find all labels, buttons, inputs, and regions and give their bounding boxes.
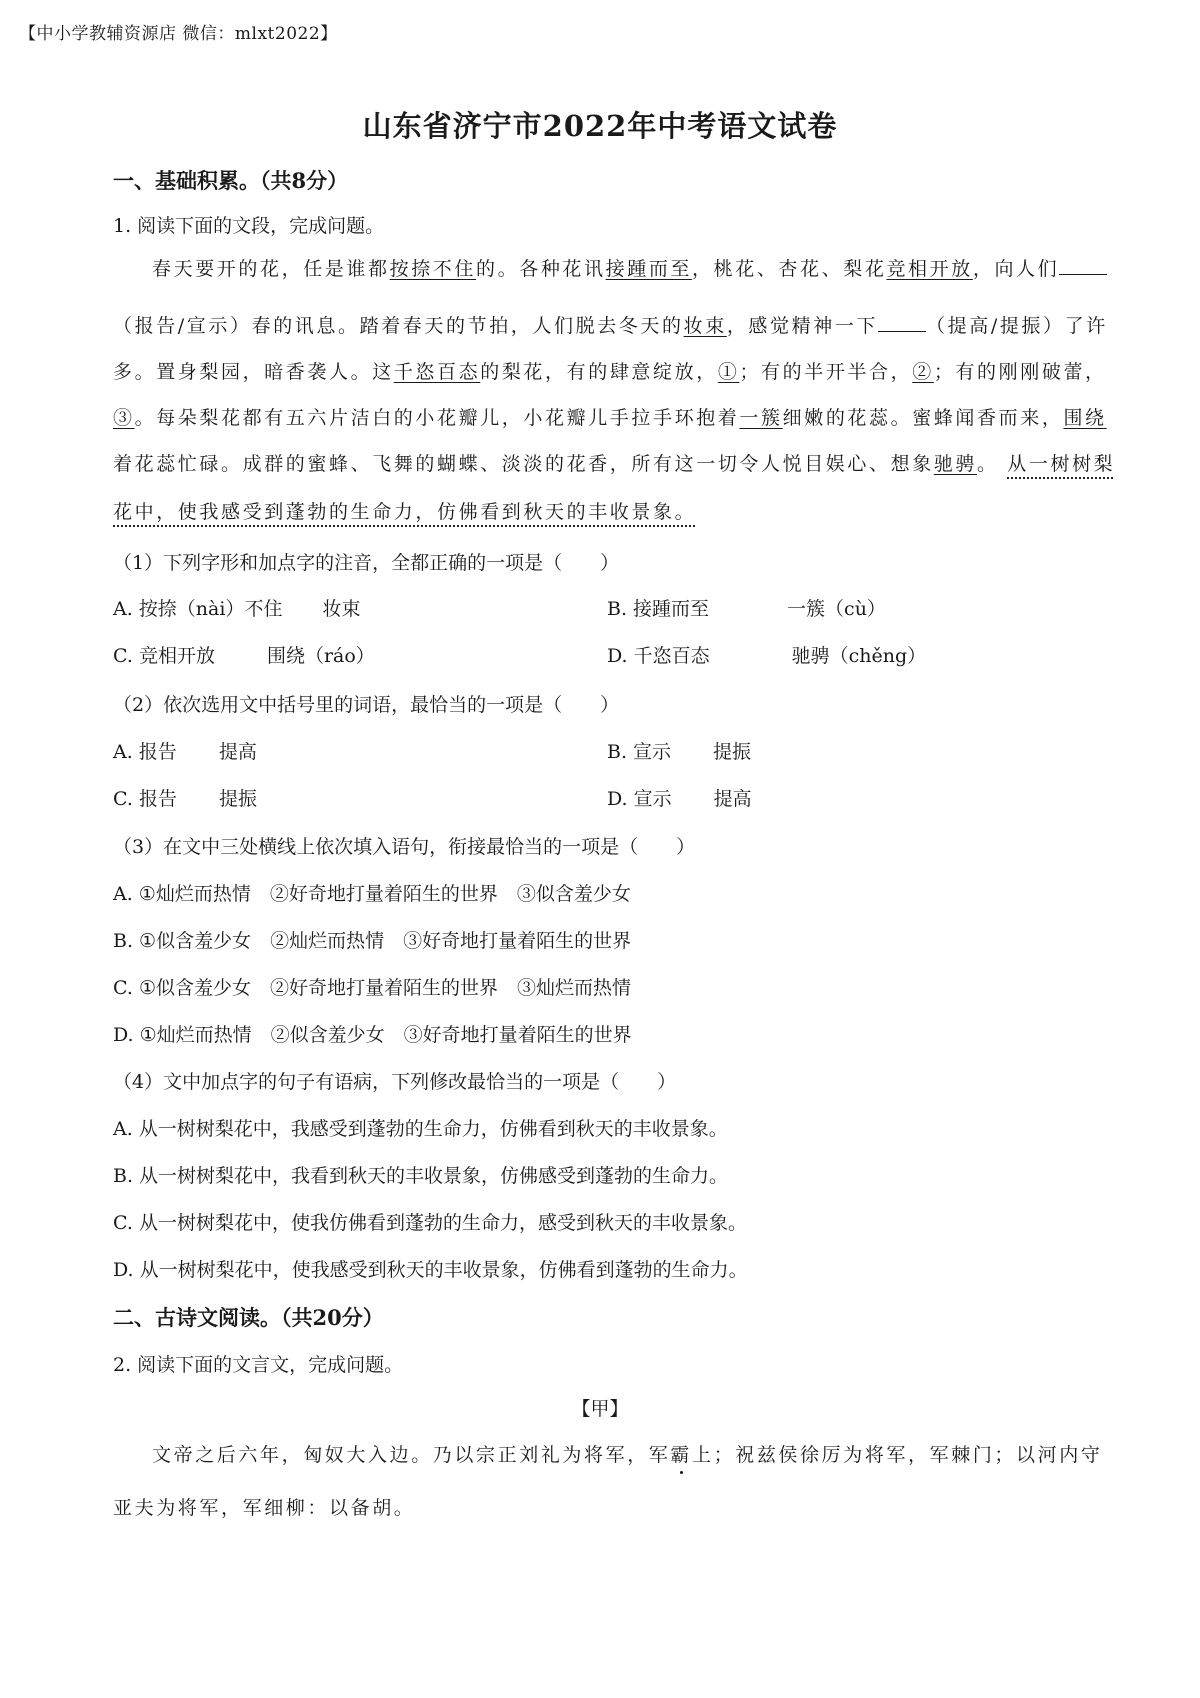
underlined-word: 竞相开放 [886,258,973,280]
option-text: 提高 [218,741,257,763]
section-heading-1: 一、基础积累。（共8分） [113,168,349,193]
classical-text: 文帝之后六年，匈奴大入边。乃以宗正刘礼为将军，军 [152,1444,671,1466]
option-text: D. 宣示 [607,788,672,810]
option-text: 提振 [713,741,752,763]
option-text: A. 按捺（nài）不住 [113,598,283,620]
underlined-word: 妆束 [683,315,727,337]
passage-text: 春天要开的花，任是谁都 [152,258,390,280]
q1-1-stem: （1）下列字形和加点字的注音，全都正确的一项是（ ） [113,552,620,574]
passage-line-1 [152,254,1107,281]
q1-1-option-b [607,594,886,621]
question-2-stem: 2. 阅读下面的文言文，完成问题。 [113,1354,404,1376]
underlined-word: 围绕 [1063,407,1107,429]
option-text: 围绕（ráo） [266,645,375,667]
passage-text: 细嫩的花蕊。蜜蜂闻香而来， [782,407,1064,429]
answer-blank [878,317,926,332]
q1-1-option-d [607,641,926,668]
option-text: 妆束 [322,598,361,620]
q1-3-option-b: B. ①似含羞少女 ②灿烂而热情 ③好奇地打量着陌生的世界 [113,930,632,952]
page-title: 山东省济宁市2022年中考语文试卷 [362,109,838,143]
classical-text: 上；祝兹侯徐厉为将军，军棘门；以河内守 [692,1444,1103,1466]
answer-blank [1059,260,1107,275]
underlined-word: 千恣百态 [393,361,481,383]
option-text: C. 报告 [113,788,177,810]
passage-text: 着花蕊忙碌。成群的蜜蜂、飞舞的蝴蝶、淡淡的花香，所有这一切令人悦目娱心、想象 [113,453,934,475]
q1-1-option-c [113,641,375,668]
q1-1-option-a [113,594,360,621]
passage-text: 。 [977,453,1008,475]
q1-3-option-a: A. ①灿烂而热情 ②好奇地打量着陌生的世界 ③似含羞少女 [113,883,631,905]
passage-text: ；有的半开半合， [739,361,913,383]
option-text: 提高 [713,788,752,810]
passage-text: （报告/宣示）春的讯息。踏着春天的节拍，人们脱去冬天的 [113,315,684,337]
option-text: C. 竞相开放 [113,645,215,667]
q1-3-option-d: D. ①灿烂而热情 ②似含羞少女 ③好奇地打量着陌生的世界 [113,1024,632,1046]
option-text: B. 宣示 [607,741,672,763]
passage-text: 多。置身梨园，暗香袭人。这 [113,361,394,383]
passage-line-4 [113,403,1107,430]
passage-text: ，桃花、杏花、梨花 [692,258,887,280]
q1-4-option-c: C. 从一树树梨花中，使我仿佛看到蓬勃的生命力，感受到秋天的丰收景象。 [113,1212,747,1234]
q1-3-option-c: C. ①似含羞少女 ②好奇地打量着陌生的世界 ③灿烂而热情 [113,977,631,999]
passage-text: ，向人们 [972,258,1060,280]
option-text: D. 千恣百态 [607,645,710,667]
q1-2-option-c [113,784,257,811]
blank-marker-3: ③ [113,407,135,429]
q1-2-option-d [607,784,752,811]
passage-text: （提高/提振）了许 [926,315,1108,337]
option-text: B. 接踵而至 [607,598,710,620]
dotted-char: 霸 [670,1444,693,1466]
blank-marker-2: ② [912,361,934,383]
classical-line-1 [152,1440,1102,1467]
text-label-jia: 【甲】 [571,1398,629,1420]
q1-4-option-b: B. 从一树树梨花中，我看到秋天的丰收景象，仿佛感受到蓬勃的生命力。 [113,1165,729,1187]
passage-text: 。每朵梨花都有五六片洁白的小花瓣儿，小花瓣儿手拉手环抱着 [134,407,740,429]
underlined-word: 按捺不住 [389,258,477,280]
passage-text: 的梨花，有的肆意绽放， [480,361,718,383]
q1-4-option-d: D. 从一树树梨花中，使我感受到秋天的丰收景象，仿佛看到蓬勃的生命力。 [113,1259,748,1281]
dotted-sentence: 花中，使我感受到蓬勃的生命力，仿佛看到秋天的丰收景象。 [113,501,697,523]
underlined-word: 一簇 [739,407,783,429]
passage-text: ，感觉精神一下 [726,315,879,337]
q1-4-stem: （4）文中加点字的句子有语病，下列修改最恰当的一项是（ ） [113,1071,677,1093]
passage-line-6 [113,497,696,524]
q1-2-option-a [113,737,257,764]
q1-4-option-a: A. 从一树树梨花中，我感受到蓬勃的生命力，仿佛看到秋天的丰收景象。 [113,1118,728,1140]
section-heading-2: 二、古诗文阅读。（共20分） [113,1305,384,1330]
option-text: A. 报告 [113,741,177,763]
blank-marker-1: ① [717,361,740,383]
option-text: 提振 [218,788,257,810]
question-1-stem: 1. 阅读下面的文段，完成问题。 [113,215,385,237]
q1-3-stem: （3）在文中三处横线上依次填入语句，衔接最恰当的一项是（ ） [113,836,696,858]
classical-line-2: 亚夫为将军，军细柳：以备胡。 [113,1497,416,1519]
q1-2-option-b [607,737,751,764]
passage-line-5 [113,449,1115,476]
dotted-sentence: 从一树树梨 [1007,453,1116,475]
passage-text: 的。各种花讯 [476,258,606,280]
passage-text: ；有的刚刚破蕾， [933,361,1107,383]
underlined-word: 接踵而至 [605,258,693,280]
option-text: 一簇（cù） [787,598,886,620]
q1-2-stem: （2）依次选用文中括号里的词语，最恰当的一项是（ ） [113,694,620,716]
passage-line-2 [113,311,1108,338]
underlined-word: 驰骋 [933,453,978,475]
option-text: 驰骋（chěng） [791,645,927,667]
passage-line-3 [113,357,1107,384]
watermark: 【中小学教辅资源店 微信：mlxt2022】 [19,24,338,44]
